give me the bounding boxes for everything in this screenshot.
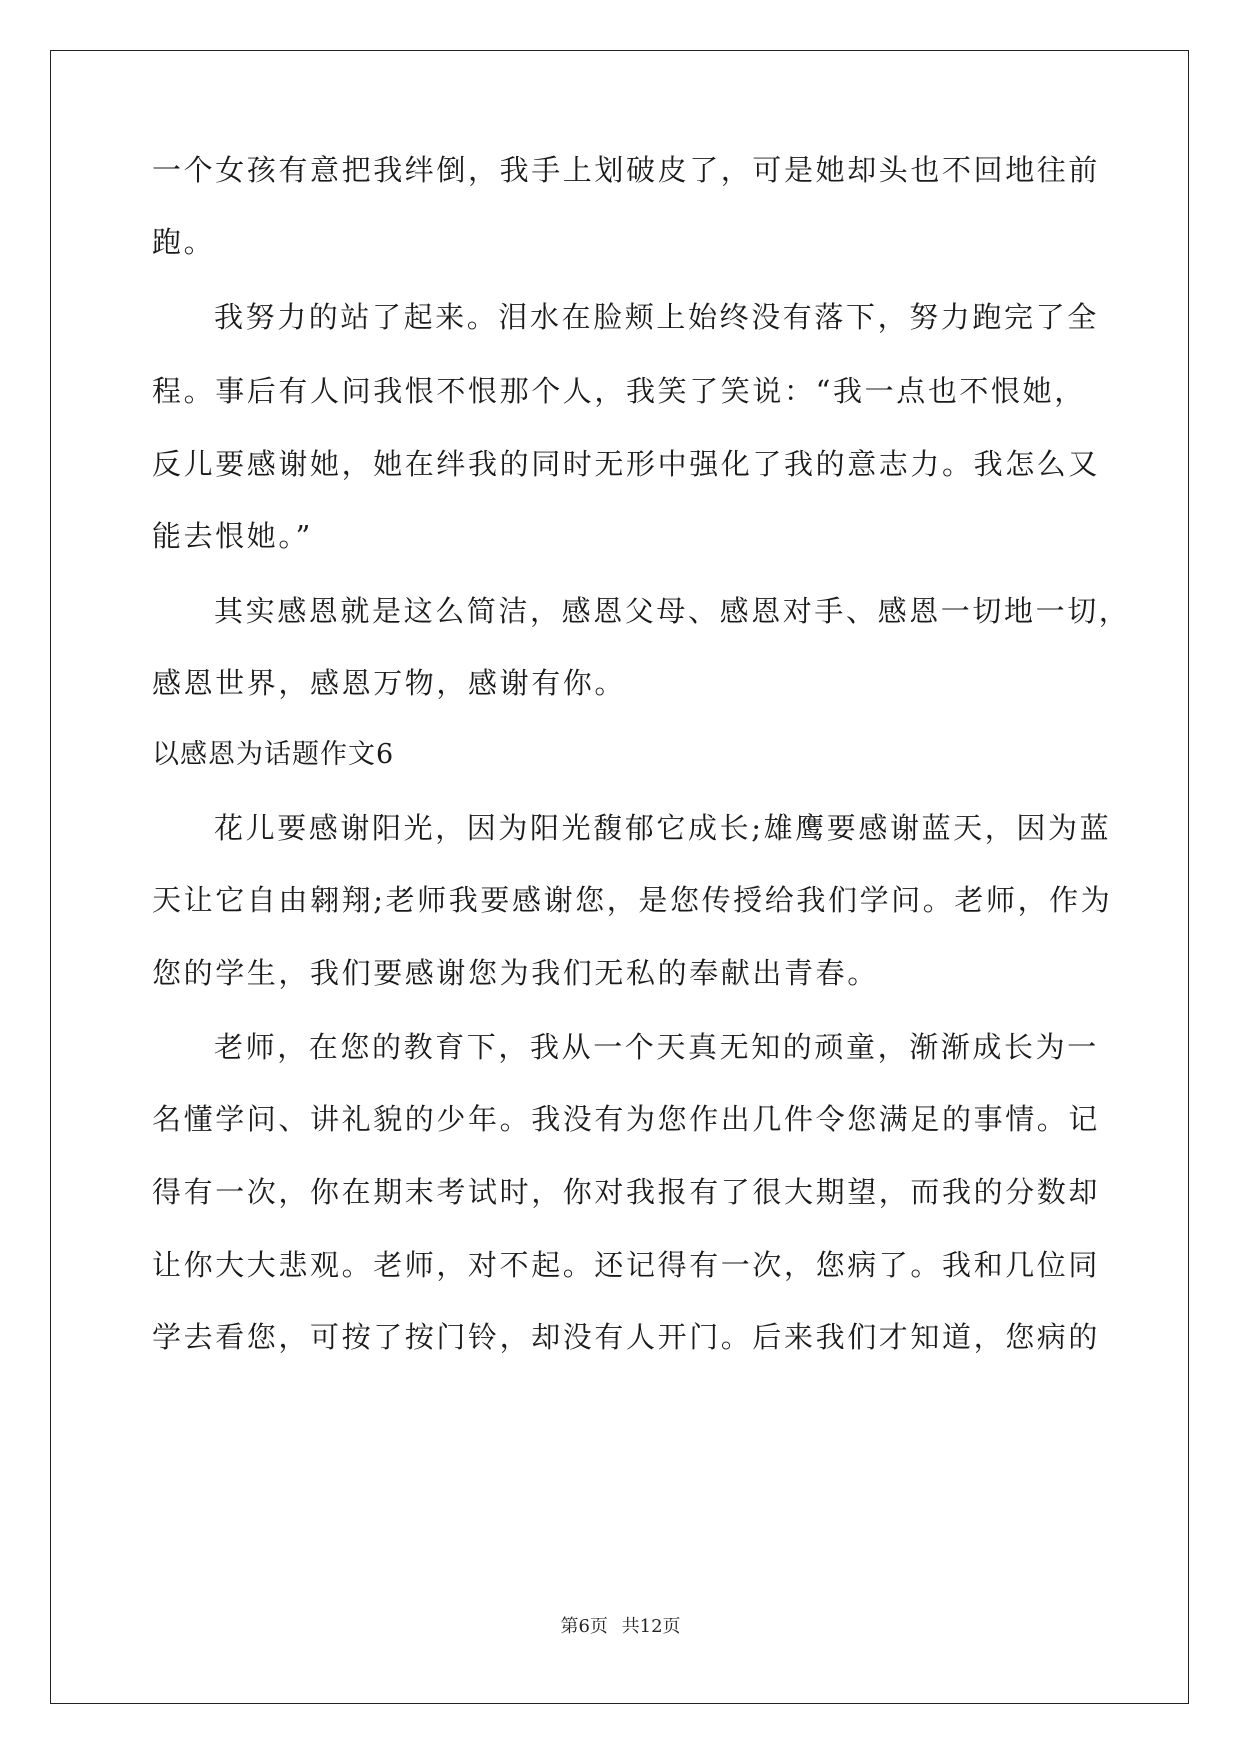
text-line: 名懂学问、讲礼貌的少年。我没有为您作出几件令您满足的事情。记 bbox=[152, 1102, 1101, 1136]
paragraph-start-line: 老师，在您的教育下，我从一个天真无知的顽童，渐渐成长为一 bbox=[214, 1030, 1099, 1064]
page-number: 第6页 bbox=[560, 1616, 608, 1637]
text-line: 天让它自由翱翔;老师我要感谢您，是您传授给我们学问。老师，作为 bbox=[152, 883, 1113, 917]
paragraph-start-line: 花儿要感谢阳光，因为阳光馥郁它成长;雄鹰要感谢蓝天，因为蓝 bbox=[214, 811, 1112, 845]
text-line: 感恩世界，感恩万物，感谢有你。 bbox=[152, 666, 627, 700]
text-line: 程。事后有人问我恨不恨那个人，我笑了笑说：“我一点也不恨她， bbox=[152, 374, 1086, 408]
text-line: 一个女孩有意把我绊倒，我手上划破皮了，可是她却头也不回地往前 bbox=[152, 153, 1101, 187]
page-total: 共12页 bbox=[621, 1616, 681, 1637]
text-line: 学去看您，可按了按门铃，却没有人开门。后来我们才知道，您病的 bbox=[152, 1320, 1101, 1354]
text-line: 能去恨她。” bbox=[152, 519, 313, 553]
text-line: 得有一次，你在期末考试时，你对我报有了很大期望，而我的分数却 bbox=[152, 1175, 1101, 1209]
paragraph-start-line: 我努力的站了起来。泪水在脸颊上始终没有落下，努力跑完了全 bbox=[214, 300, 1099, 334]
text-line: 跑。 bbox=[152, 225, 216, 259]
text-line: 您的学生，我们要感谢您为我们无私的奉献出青春。 bbox=[152, 956, 879, 990]
page-footer bbox=[0, 1612, 1241, 1638]
paragraph-start-line: 其实感恩就是这么简洁，感恩父母、感恩对手、感恩一切地一切， bbox=[214, 594, 1131, 628]
text-line: 反儿要感谢她，她在绊我的同时无形中强化了我的意志力。我怎么又 bbox=[152, 447, 1101, 481]
text-line: 让你大大悲观。老师，对不起。还记得有一次，您病了。我和几位同 bbox=[152, 1248, 1101, 1282]
section-heading: 以感恩为话题作文6 bbox=[152, 739, 395, 770]
